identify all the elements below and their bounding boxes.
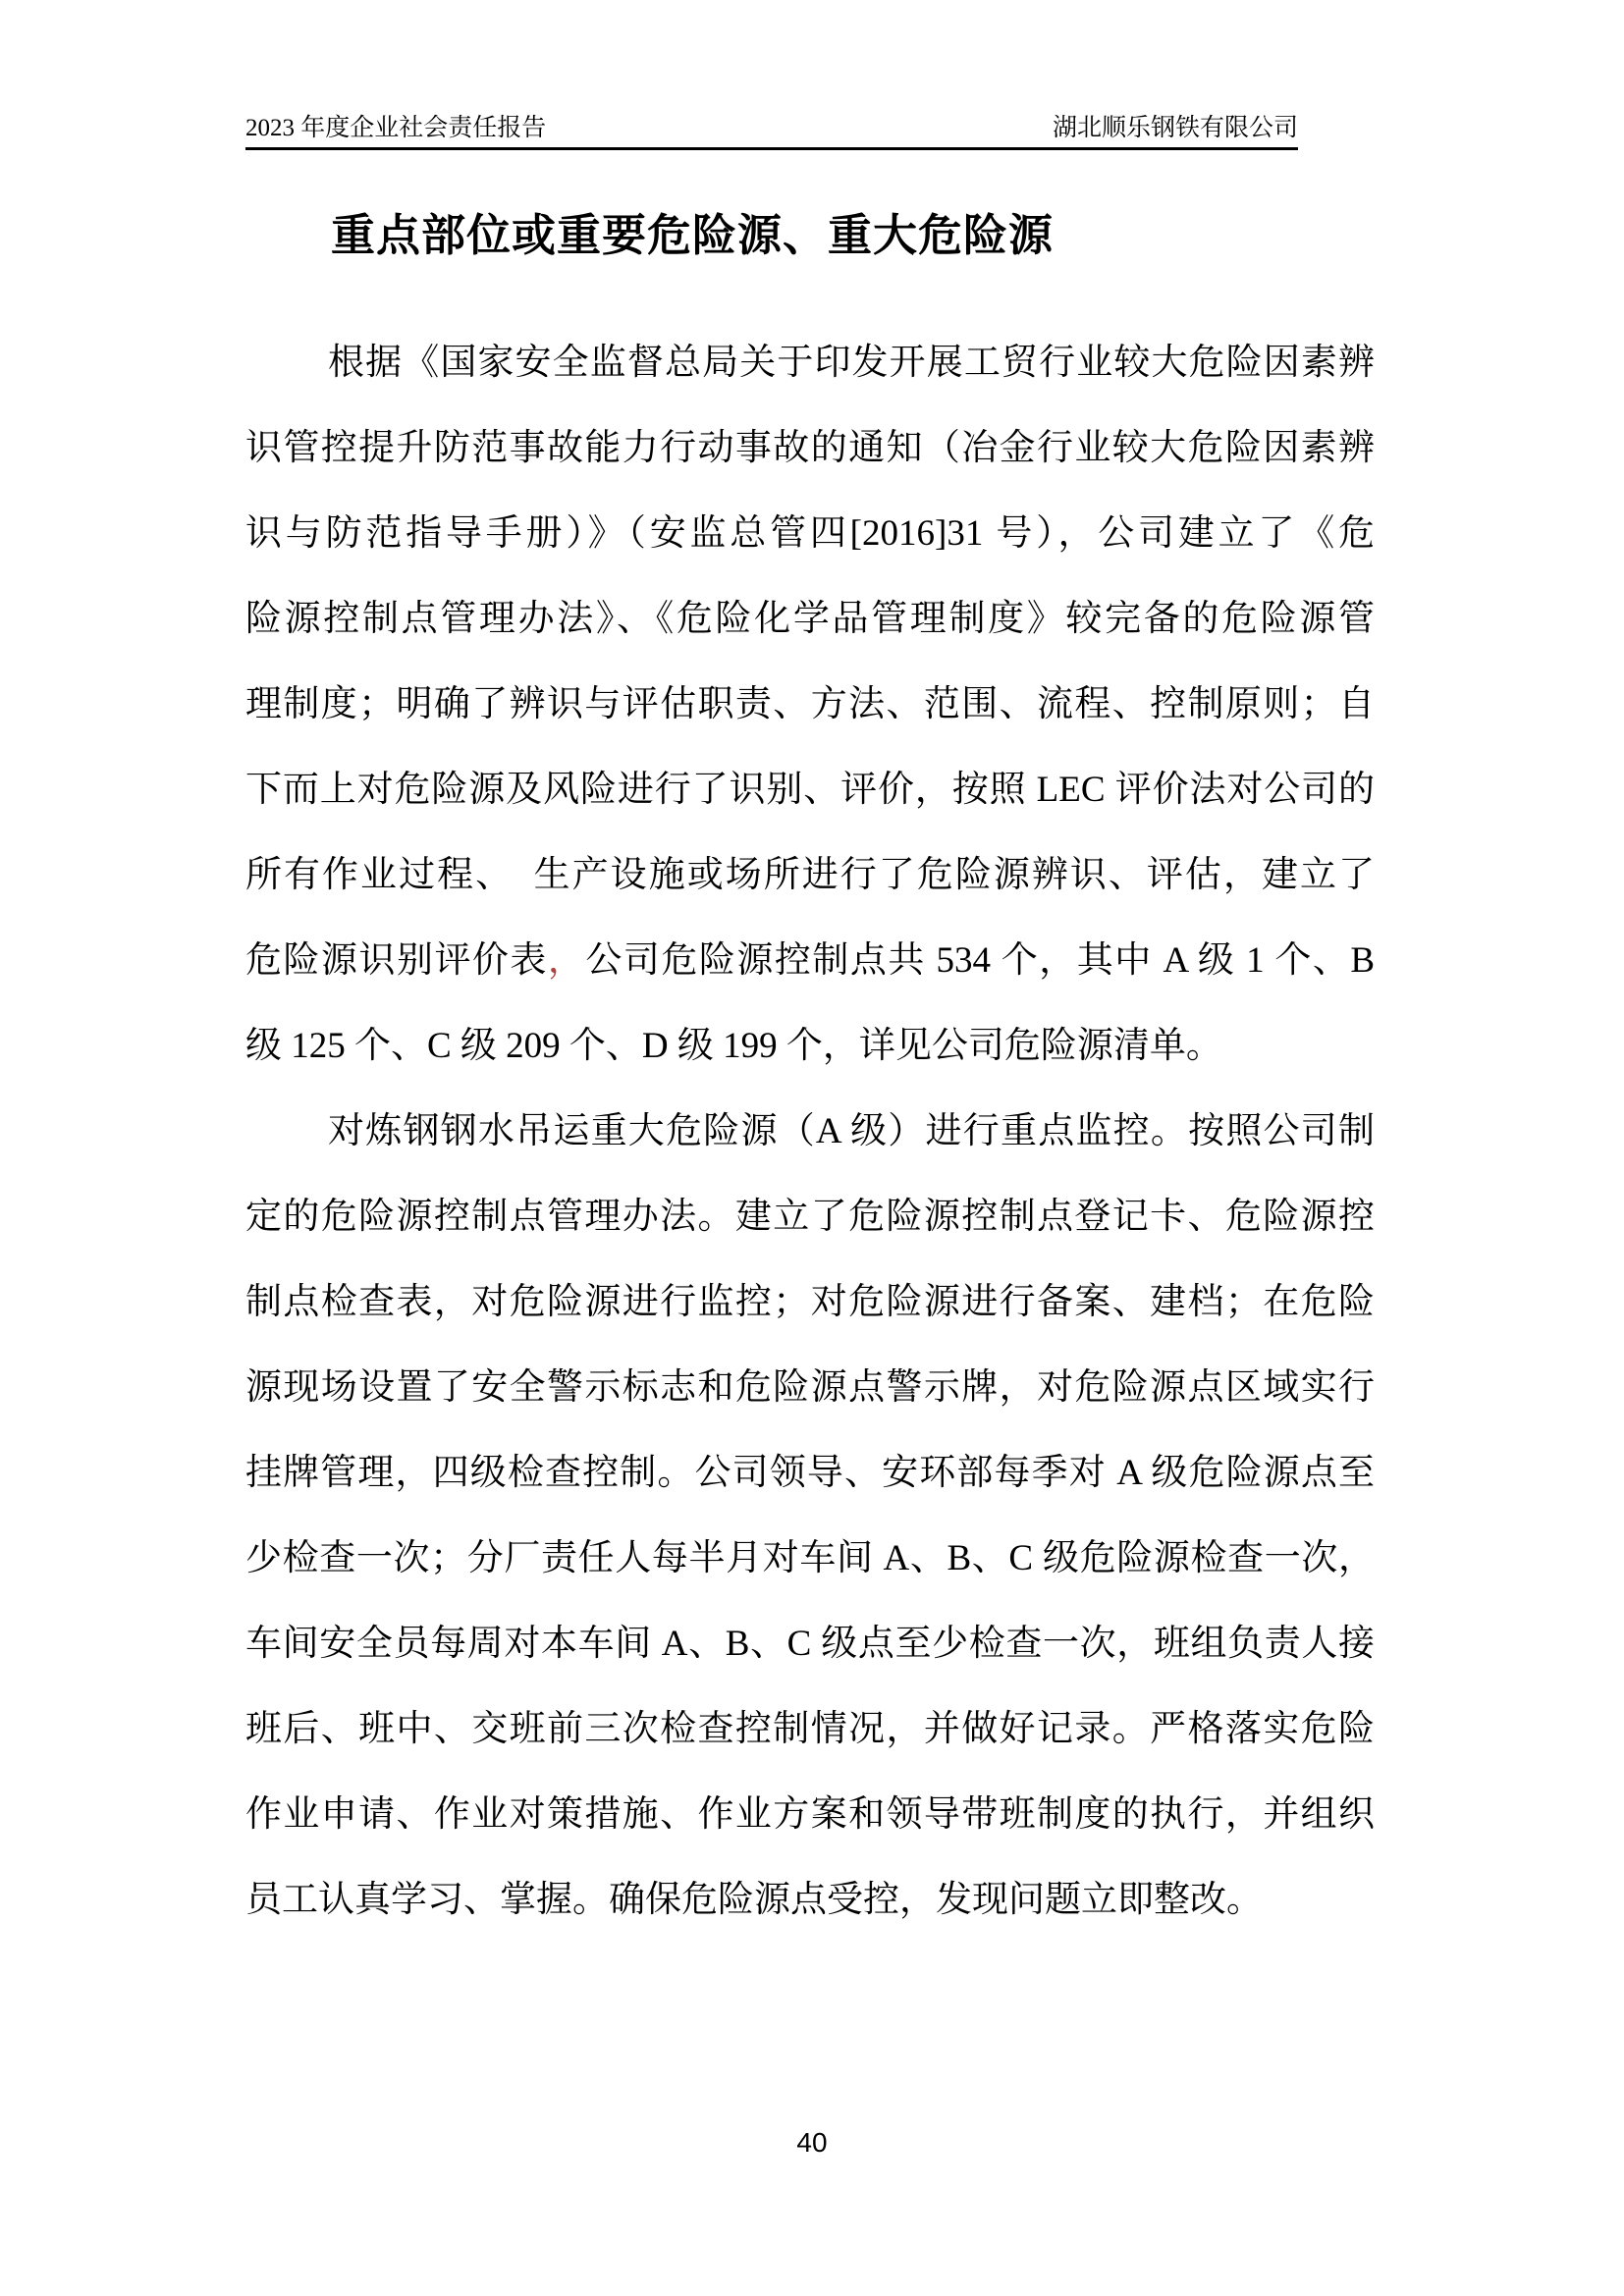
page-header	[245, 114, 1298, 150]
paragraph2-line-1: 对炼钢钢水吊运重大危险源（A 级）进行重点监控。按照公司制	[328, 1111, 1375, 1151]
paragraph1-line-6: 下而上对危险源及风险进行了识别、评价，按照 LEC 评价法对公司的	[245, 770, 1375, 810]
paragraph1-line-1: 根据《国家安全监督总局关于印发开展工贸行业较大危险因素辨	[328, 343, 1375, 383]
header-company-name: 湖北顺乐钢铁有限公司	[1052, 115, 1298, 141]
paragraph1-line-2: 识管控提升防范事故能力行动事故的通知（冶金行业较大危险因素辨	[245, 428, 1375, 468]
paragraph1-line-8-pre: 危险源识别评价表	[245, 940, 548, 981]
paragraph1-line-3: 识与防范指导手册）》（安监总管四[2016]31 号），公司建立了《危	[245, 513, 1375, 554]
paragraph1-line-4: 险源控制点管理办法》、《危险化学品管理制度》较完备的危险源管	[245, 599, 1375, 639]
paragraph1-line-7: 所有作业过程、 生产设施或场所进行了危险源辨识、评估，建立了	[245, 855, 1375, 895]
paragraph2-line-4: 源现场设置了安全警示标志和危险源点警示牌，对危险源点区域实行	[245, 1367, 1375, 1408]
paragraph2-line-8: 班后、班中、交班前三次检查控制情况，并做好记录。严格落实危险	[245, 1709, 1375, 1749]
paragraph2-line-10: 员工认真学习、掌握。确保危险源点受控，发现问题立即整改。	[245, 1880, 1263, 1920]
paragraph2-line-5: 挂牌管理，四级检查控制。公司领导、安环部每季对 A 级危险源点至	[245, 1453, 1375, 1493]
paragraph1-line-8	[245, 918, 1375, 1003]
paragraph1-line-8-post: 公司危险源控制点共 534 个，其中 A 级 1 个、B	[585, 940, 1375, 981]
body-text	[245, 320, 1375, 1943]
paragraph2-line-9: 作业申请、作业对策措施、作业方案和领导带班制度的执行，并组织	[245, 1794, 1375, 1835]
red-comma: ，	[547, 940, 586, 981]
header-report-title: 2023 年度企业社会责任报告	[245, 115, 547, 141]
page-number: 40	[796, 2127, 828, 2158]
paragraph2-line-2: 定的危险源控制点管理办法。建立了危险源控制点登记卡、危险源控	[245, 1197, 1375, 1237]
paragraph1-line-5: 理制度；明确了辨识与评估职责、方法、范围、流程、控制原则；自	[245, 684, 1375, 724]
section-title: 重点部位或重要危险源、重大危险源	[331, 210, 1055, 260]
paragraph2-line-6: 少检查一次；分厂责任人每半月对车间 A、B、C 级危险源检查一次，	[245, 1538, 1375, 1578]
paragraph1-line-9: 级 125 个、C 级 209 个、D 级 199 个，详见公司危险源清单。	[245, 1026, 1222, 1066]
paragraph2-line-3: 制点检查表，对危险源进行监控；对危险源进行备案、建档；在危险	[245, 1282, 1375, 1322]
paragraph2-line-7: 车间安全员每周对本车间 A、B、C 级点至少检查一次，班组负责人接	[245, 1624, 1375, 1664]
